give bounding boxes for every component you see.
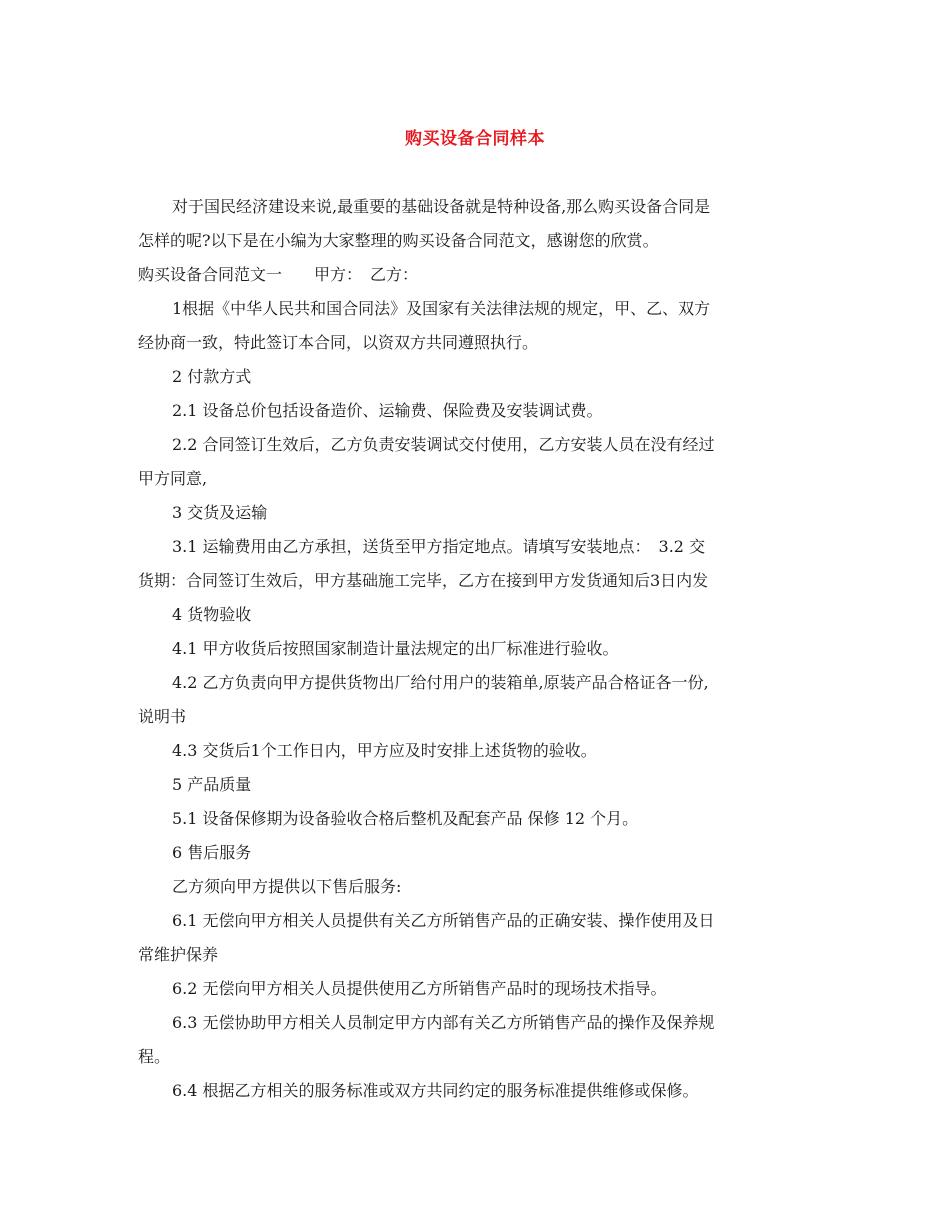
document-line: 6.2 无偿向甲方相关人员提供使用乙方所销售产品时的现场技术指导。	[172, 979, 667, 998]
document-line: 2 付款方式	[172, 367, 252, 386]
document-title: 购买设备合同样本	[405, 129, 545, 149]
document-line: 3.1 运输费用由乙方承担，送货至甲方指定地点。请填写安装地点： 3.2 交	[172, 537, 706, 556]
document-line: 4.2 乙方负责向甲方提供货物出厂给付用户的装箱单,原装产品合格证各一份,	[172, 673, 709, 692]
document-line: 怎样的呢?以下是在小编为大家整理的购买设备合同范文，感谢您的欣赏。	[138, 231, 659, 250]
document-line: 常维护保养	[138, 945, 219, 964]
document-line: 程。	[138, 1047, 171, 1066]
document-line: 2.2 合同签订生效后，乙方负责安装调试交付使用，乙方安装人员在没有经过	[172, 435, 715, 454]
document-line: 3 交货及运输	[172, 503, 268, 522]
document-line: 货期：合同签订生效后，甲方基础施工完毕，乙方在接到甲方发货通知后3日内发	[138, 571, 709, 590]
document-line: 乙方须向甲方提供以下售后服务:	[172, 877, 402, 896]
document-line: 6.1 无偿向甲方相关人员提供有关乙方所销售产品的正确安装、操作使用及日	[172, 911, 715, 930]
document-line: 对于国民经济建设来说,最重要的基础设备就是特种设备,那么购买设备合同是	[172, 197, 711, 216]
document-line: 甲方同意,	[138, 469, 208, 488]
document-body	[138, 190, 814, 1108]
document-line: 1根据《中华人民共和国合同法》及国家有关法律法规的规定，甲、乙、双方	[172, 299, 711, 318]
document-line: 4.3 交货后1个工作日内，甲方应及时安排上述货物的验收。	[172, 741, 597, 760]
document-line: 6.3 无偿协助甲方相关人员制定甲方内部有关乙方所销售产品的操作及保养规	[172, 1013, 715, 1032]
document-line: 2.1 设备总价包括设备造价、运输费、保险费及安装调试费。	[172, 401, 603, 420]
document-line: 4.1 甲方收货后按照国家制造计量法规定的出厂标准进行验收。	[172, 639, 619, 658]
document-line: 4 货物验收	[172, 605, 252, 624]
document-line: 5 产品质量	[172, 775, 252, 794]
document-line: 购买设备合同范文一 甲方： 乙方：	[138, 265, 419, 284]
document-line: 经协商一致，特此签订本合同，以资双方共同遵照执行。	[138, 333, 539, 352]
document-line: 6 售后服务	[172, 843, 252, 862]
document-line: 5.1 设备保修期为设备验收合格后整机及配套产品 保修 12 个月。	[172, 809, 639, 828]
document-line: 6.4 根据乙方相关的服务标准或双方共同约定的服务标准提供维修或保修。	[172, 1081, 699, 1100]
document-line: 说明书	[138, 707, 187, 726]
